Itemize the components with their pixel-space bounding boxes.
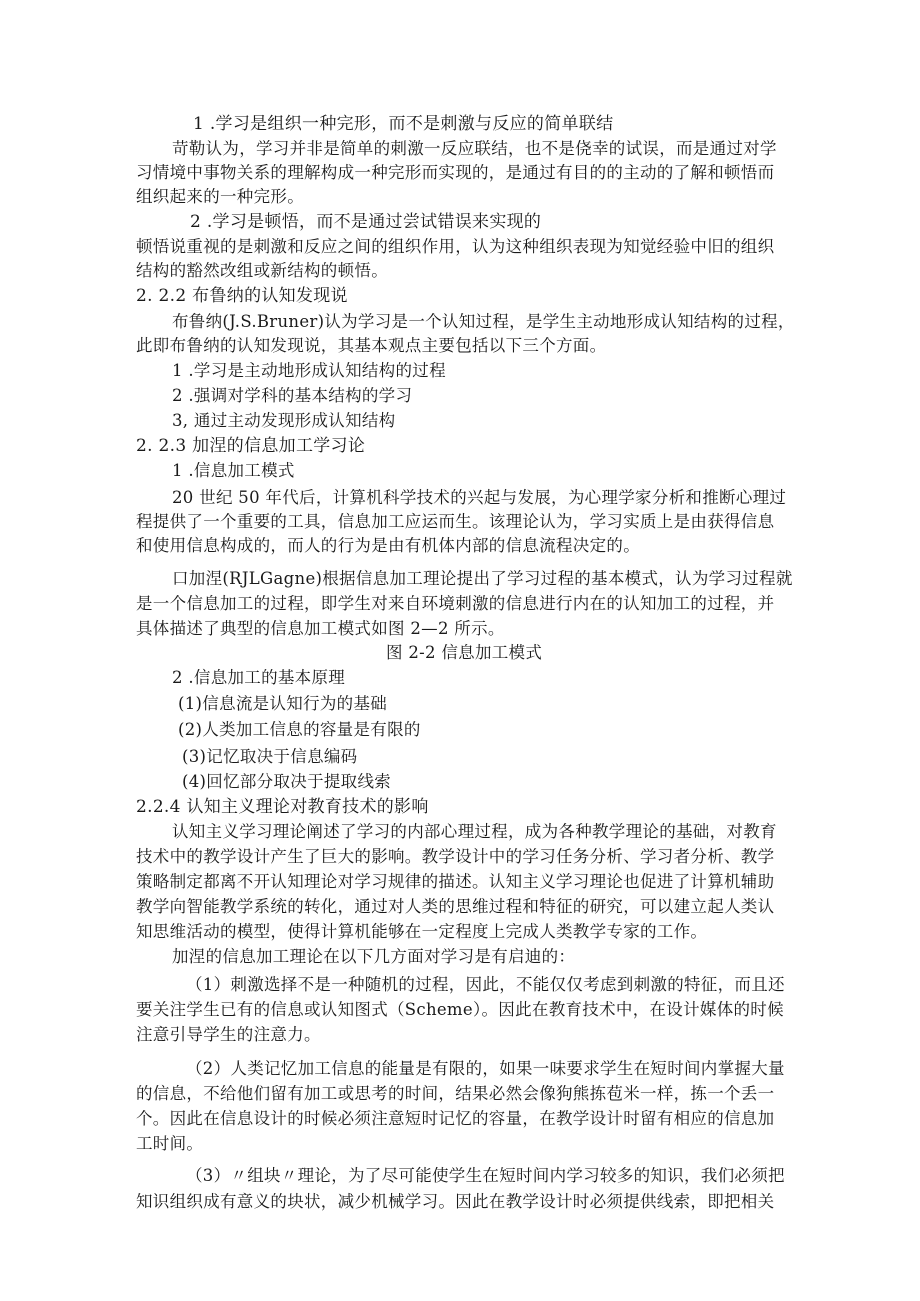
- heading-insight-learning: 2 .学习是顿悟，而不是通过尝试错误来实现的: [190, 212, 542, 232]
- list-item: 2 .信息加工的基本原理: [172, 668, 346, 687]
- paragraph-line: 要关注学生已有的信息或认知图式（Scheme）。因此在教育技术中，在设计媒体的时候: [136, 1000, 784, 1019]
- paragraph-line: 布鲁纳(J.S.Bruner)认为学习是一个认知过程，是学生主动地形成认知结构的过程，: [172, 312, 795, 331]
- list-item: (1)信息流是认知行为的基础: [178, 694, 388, 713]
- paragraph-line: 认知主义学习理论阐述了学习的内部心理过程，成为各种教学理论的基础，对教育: [172, 822, 777, 841]
- list-item: 2 .强调对学科的基本结构的学习: [172, 386, 413, 405]
- paragraph-line: 组织起来的一种完形。: [136, 187, 304, 206]
- paragraph-line: 程提供了一个重要的工具，信息加工应运而生。该理论认为，学习实质上是由获得信息: [136, 512, 775, 531]
- paragraph-line: 苛勒认为，学习并非是简单的刺激一反应联结，也不是侥幸的试误，而是通过对学: [172, 139, 777, 158]
- paragraph-line: 个。因此在信息设计的时候必须注意短时记忆的容量，在教学设计时留有相应的信息加: [136, 1109, 775, 1128]
- paragraph-line: 策略制定都离不开认知理论对学习规律的描述。认知主义学习理论也促进了计算机辅助: [136, 872, 775, 891]
- list-item: (2)人类加工信息的容量是有限的: [178, 720, 421, 739]
- paragraph-line: （1）刺激选择不是一种随机的过程，因此，不能仅仅考虑到刺激的特征，而且还: [186, 975, 785, 994]
- paragraph-line: 习情境中事物关系的理解构成一种完形而实现的，是通过有目的的主动的了解和顿悟而: [136, 163, 775, 182]
- paragraph-line: 注意引导学生的注意力。: [136, 1025, 321, 1044]
- section-heading-2-2-3: 2. 2.3 加涅的信息加工学习论: [136, 436, 366, 456]
- list-item: 1 .信息加工模式: [172, 461, 295, 480]
- paragraph-line: 知思维活动的模型，使得计算机能够在一定程度上完成人类教学专家的工作。: [136, 922, 708, 941]
- heading-gestalt-learning: 1 .学习是组织一种完形，而不是刺激与反应的简单联结: [193, 114, 614, 134]
- paragraph-line: 顿悟说重视的是刺激和反应之间的组织作用，认为这种组织表现为知觉经验中旧的组织: [136, 237, 775, 256]
- list-item: (3)记忆取决于信息编码: [182, 747, 358, 766]
- paragraph-line: 技术中的教学设计产生了巨大的影响。教学设计中的学习任务分析、学习者分析、教学: [136, 847, 775, 866]
- paragraph-line: 和使用信息构成的，而人的行为是由有机体内部的信息流程决定的。: [136, 536, 640, 555]
- paragraph-line: 工时间。: [136, 1134, 204, 1153]
- list-item: 3, 通过主动发现形成认知结构: [172, 411, 396, 430]
- list-item: 1 .学习是主动地形成认知结构的过程: [172, 361, 446, 380]
- paragraph-line: 是一个信息加工的过程，即学生对来自环境刺激的信息进行内在的认知加工的过程，并: [136, 594, 775, 613]
- paragraph-line: 具体描述了典型的信息加工模式如图 2—2 所示。: [136, 619, 505, 638]
- paragraph-line: 知识组织成有意义的块状，减少机械学习。因此在教学设计时必须提供线索，即把相关: [136, 1192, 775, 1211]
- section-heading-2-2-4: 2.2.4 认知主义理论对教育技术的影响: [136, 797, 429, 817]
- paragraph-line: 此即布鲁纳的认知发现说，其基本观点主要包括以下三个方面。: [136, 336, 607, 355]
- figure-caption: 图 2-2 信息加工模式: [386, 643, 543, 662]
- paragraph-line: 口加涅(RJLGagne)根据信息加工理论提出了学习过程的基本模式，认为学习过程就: [172, 569, 793, 588]
- paragraph-line: 20 世纪 50 年代后，计算机科学技术的兴起与发展，为心理学家分析和推断心理过: [172, 488, 787, 507]
- section-heading-2-2-2: 2. 2.2 布鲁纳的认知发现说: [136, 286, 348, 306]
- paragraph-line: 的信息，不给他们留有加工或思考的时间，结果必然会像狗熊拣苞米一样，拣一个丢一: [136, 1084, 775, 1103]
- paragraph-line: 教学向智能教学系统的转化，通过对人类的思维过程和特征的研究，可以建立起人类认: [136, 897, 775, 916]
- paragraph-line: 结构的豁然改组或新结构的顿悟。: [136, 261, 388, 280]
- paragraph-line: 加涅的信息加工理论在以下几方面对学习是有启迪的：: [172, 947, 576, 966]
- list-item: (4)回忆部分取决于提取线索: [182, 772, 392, 791]
- paragraph-line: （2）人类记忆加工信息的能量是有限的，如果一味要求学生在短时间内掌握大量: [186, 1059, 785, 1078]
- paragraph-line: （3）〃组块〃理论，为了尽可能使学生在短时间内学习较多的知识，我们必须把: [186, 1166, 785, 1185]
